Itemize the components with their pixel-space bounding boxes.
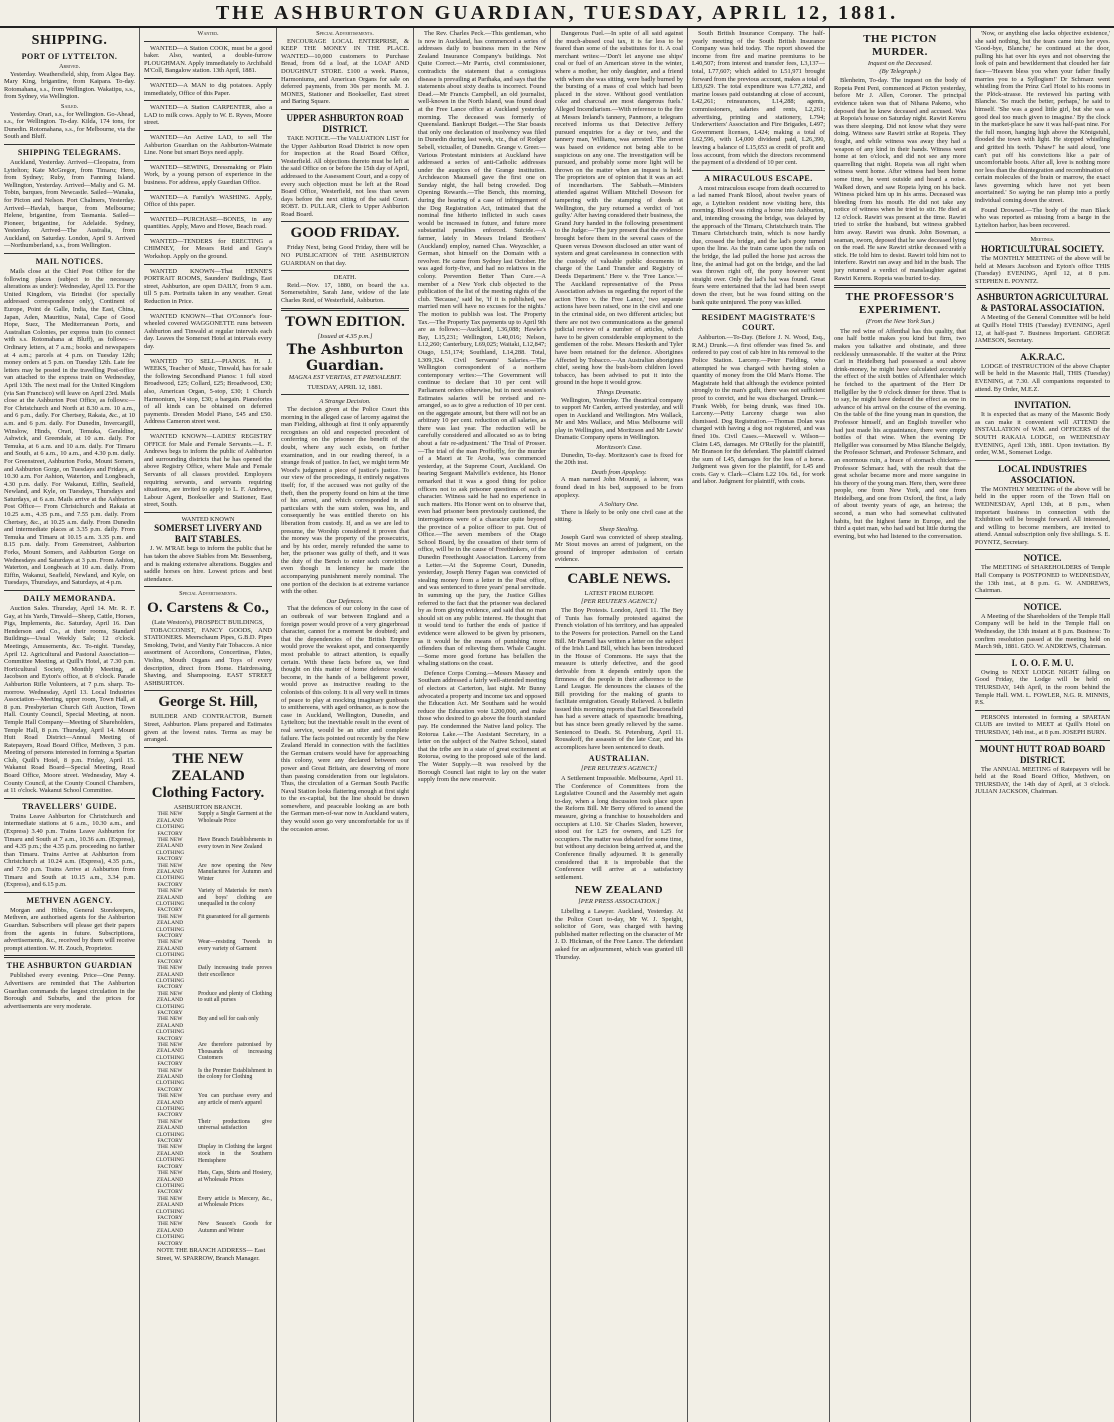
mail-heading: MAIL NOTICES. (35, 257, 104, 267)
clothing-row-label: THE NEW ZEALAND CLOTHING FACTORY (155, 811, 185, 837)
clothing-row (144, 1196, 272, 1222)
clothing-row (144, 1016, 272, 1042)
carstens-title: O. Carstens & Co., (147, 600, 269, 617)
telegrams-heading: SHIPPING TELEGRAMS. (17, 147, 122, 157)
industries-title: LOCAL INDUSTRIES ASSOCIATION. (998, 463, 1087, 485)
picton-heading: THE PICTON MURDER. (863, 33, 937, 58)
clothing-row-text: Wear—resisting Tweeds in every variety of Garment (198, 939, 272, 953)
industries-text: The MONTHLY MEETING of the above will be held in the upper room of the Town Hall on WEDNESDAY, April 13th, at 8 p.m., when important business in connection with the Exhibition will be brought forward. All interested, and willing to become members, are invited to attend. Annual subscription only five shillings. S. E. POYNTZ, Secretary. (975, 485, 1110, 546)
clothing-row-text: Display in Clothing the largest stock in the Southern Hemisphere (198, 1144, 272, 1164)
somerset-heading: WANTED KNOWN (181, 515, 235, 523)
memoranda-text: Auction Sales. Thursday, April 14. Mr. R. F. Gay, at his Yards, Tinwald—Sheep, Cattle, Horses, Pigs, Implements, &c. Saturday, April 16. Dan Henderson and Co., at their rooms, Standard Buildings—Usual Weekly Sale; 12 o'clock. Meetings, Amusements, &c. To-night. Tuesday, April 12. Agricultural and Pastoral Association—Committee Meeting, at Quill's Hotel, at 7.30 p.m. Horticultural Society, Monthly Meeting, at Jacobson and Eyton's office, at 8 o'clock. Parade Ashburton Rifle Volunteers, at 7 p.m. sharp. To-morrow. Wednesday, April 13. Local Industries Association—Meeting, upper room, Town Hall, at 8 p.m. Presbyterian Church Gift Auction, Town Hall. County Council, Special Meeting, at noon. Temple Hall Company—Meeting of Shareholders, Temple Hall, 8 p.m. Thursday, April 14. Mount Hutt Road District—Annual Meeting of Ratepayers, Road Board Office, Methven, 3 p.m. Meeting of persons interested in forming a Spartan Club, Quill's Hotel, 8 p.m. Friday, April 15. Wakanui Road Board—Special Meeting, Road Board Office, Moore street. Wednesday, May 4. County Council, at the County Council Chambers, at 11 o'clock. Wakanui School Committee. (4, 605, 135, 795)
iof-text: Owing to NEXT LODGE NIGHT falling on Good Friday, the Lodge will be held on THURSDAY, 14th April, in the room behind the Temple Hall. WM. L. FOWLER, N.G. R. MINNIS, P.S. (975, 668, 1110, 707)
wanted-ad: WANTED TO SELL—PIANOS. H. J. WEEKS, Teacher of Music, Tinwald, has for sale the following Secondhand Pianos: 1 full sized Broadwood, £25; Collard, £25; Broadwood, £30; also, American Organ, 5-stop, £30; 1 Church Harmonium, 14 stop, £30; a bargain. Pianofortes of all kinds can be obtained on deferred payments. Dresden Model Piano, £45 and £50. Address Cameron street west. (144, 357, 272, 426)
encourage-text: ENCOURAGE LOCAL ENTERPRISE, & KEEP THE MONEY IN THE PLACE. WANTED—10,000 customers to Purchase Bread, from 6d a loaf, at the LOAF AND DOUGHNUT STORE. £100 a week. Pianos, Harmoniums, and American Organs for sale on deferred payments, from 30s per month. M. J. MONES, Stationer and Bookseller, East street and Baring Square. (281, 37, 409, 106)
found-drowned: Found Drowned.—The body of the man Black who was reported as missing from a barge in the Lyttelton harbor, has been recovered. (975, 206, 1110, 229)
article1-heading: A Strange Decision. (319, 398, 371, 406)
clothing-row-text: Is the Premier Establishment in the colony for Clothing (198, 1067, 272, 1081)
clothing-row-text: Have Branch Establishments in every town in New Zealand (198, 836, 272, 850)
akrac-title: A.K.R.A.C. (1020, 351, 1065, 362)
paper-title: The Ashburton Guardian. (286, 342, 404, 375)
clothing-row-text: Their productions give universal satisfaction (198, 1118, 272, 1132)
cable-title: CABLE NEWS. (567, 570, 671, 587)
clothing-row-text: Variety of Materials for men's and boys' clothing are unequalled in the colony (198, 888, 272, 908)
moritz-heading: Moritzson's Case. (596, 444, 642, 452)
shipping-heading: SHIPPING. (31, 33, 108, 48)
clothing-row-label: THE NEW ZEALAND CLOTHING FACTORY (155, 965, 185, 991)
mail-text: Mails close at the Chief Post Office for the following places (subject to the necessary alterations as under): Wednesday, April 13. For the United Kingdom, via Brindisi (for specially addressed correspondence only), Continent of Europe, Point de Galle, India, the East, China, Japan, Aden, Mauritius, Natal, Cape of Good Hope, Suez, The Mediterranean Ports, and Australian Colonies, per express train (to connect with s.s. Rotomahana at Bluff), as follows:—Ordinary letters, at 7 a.m.; books and newspapers at 4 a.m.; parcels at 4 p.m. on Tuesday 12th; money orders at 5 p.m. on Tuesday 12th. Late fee letters may be posted in the travelling Post-office van attached to the express train on Wednesday, April 13th. The next mail for the United Kingdom (via San Francisco) will leave on April 23rd. Mails close at the Ashburton Post Office, as follows:— For Christchurch and North at 8.30 a.m. 10 a.m., and 6 p.m., daily. For Chertsey, Rakaia, &c., at 10 a.m. and 6 p.m. daily. For Dunedin, Invercargill, Winslow, Hinds, Orari, Temuka, Geraldine, Ashwick, and Greendale, at 10 a.m. daily. For Temuka, at 6 a.m. and 10 a.m. daily. For Timaru and South, at 6 a.m., 10 a.m., and 4.30 p.m. daily. For Greenstreet, Ashburton Forks, Mount Somers, and Ashburton Gorge, on Tuesdays and Fridays, at 10.30 a.m. For Ashton, Waterton, and Longbeach, 4.30 p.m. daily. For Wakanui, Eiffin, Seafield, Newland, and Kyle, on Tuesdays, Thursdays and Saturdays, at 6 a.m. Mails arrive at the Ashburton Post Office— From Christchurch and Rakaia at 10.25 a.m., 4.35 p.m., and 7.55 p.m. daily. From Chertsey, &c., at 10.25 a.m. daily. From Dunedin and intermediate places at 3.35 p.m. daily. From Temuka and Timaru at 10.15 a.m. 3.35 p.m. and 8.15 p.m. daily. From Greenstreet, Ashburton Forks, Mount Somers, and Ashburton Gorge on Wednesdays and Saturdays at 3 p.m. From Ashton, Waterton, and Longbeach at 10 a.m. daily. From Eiffin, Wakanui, Seafield, Newland, and Kyle, on Tuesdays, Thursdays, and Saturdays, at 4 p.m. (4, 268, 135, 587)
things-heading: Things Dramatic. (596, 388, 642, 396)
death-text: Reid.—Nov. 17, 1880, on board the s.s. Somersetshire, Sarah Jane, widow of the late Charles Reid, of Westerfield, Ashburton. (281, 281, 409, 305)
invitation-title: INVITATION. (1014, 400, 1071, 411)
sheep-text: Joseph Gard was convicted of sheep stealing. Mr Stout moves an arrest of judgment, on the ground of improper admission of certain evidence. (555, 533, 683, 564)
clothing-branch: ASHBURTON BRANCH. (173, 803, 243, 811)
clothing-row-label: THE NEW ZEALAND CLOTHING FACTORY (155, 913, 185, 940)
road-title: UPPER ASHBURTON ROAD DISTRICT. (286, 112, 404, 134)
clothing-row-label: THE NEW ZEALAND CLOTHING FACTORY (155, 1195, 185, 1221)
wanted-heading: Wanted. (197, 30, 219, 37)
clothing-row-label: THE NEW ZEALAND CLOTHING FACTORY (155, 1221, 185, 1247)
town-sub: [Issued at 4.35 p.m.] (317, 332, 373, 340)
news-paragraphs-2: Defence Corps Coming.—Messrs Massey and Southam addressed a fairly well-attended meeting of electors at Carterton, last night. Mr Bunny advocated a property and income tax and opposed the Education Act. Mr Southam said he would reduce the Education vote L200,000, and make those who desired to go above the fourth standard pay. He condemned the Native land policy. The Rotorua Lake.—The Assistant Secretary, in a letter on the subject of the Native School, stated that the tribe are in a state of great excitement at Rotorua, owing to the proposed sale of the land. The Water Supply.—It was resolved by the Borough Council last night to lay on the water supply from the new reservoir. (418, 669, 546, 784)
guardian-text: Published every evening. Price—One Penny. Advertisers are reminded that The Ashburton Guardian commands the largest circulation in the Borough and Suburbs, and the prices for advertisements are very moderate. (4, 972, 135, 1010)
guardian-heading: THE ASHBURTON GUARDIAN (6, 961, 133, 971)
solitary-text: There is likely to be only one civil case at the sitting. (555, 508, 683, 524)
carstens-text: TOBACCONIST, FANCY GOODS, AND STATIONERS. Meerschaum Pipes, G.B.D. Pipes Smoking, Twist, and Vanity Fair Tobaccos. A nice assortment of Accordions, Concertinas, Flutes, Violins, Mouth Organs and Toys of every description, direct from Home. Hairdressing, Shaving, and Shampooing. EAST STREET ASHBURTON. (144, 626, 272, 687)
australian-text: A Settlement Impossible. Melbourne, April 11. The Conference of Committees from the Legislative Council and the Assembly met again to-day, when a long discussion took place upon the Reform Bill. Mr Berry offered to amend the measure, giving a franchise to householders and occupiers at L10. Sir Charles Sladen, however, stood out for L25 for owners, and L25 for occupiers. The matter was debated for some time, but without any decision being arrived at, and the Conference finally adjourned. It is generally considered that it is improbable that the Conference will arrive at a satisfactory settlement. (555, 775, 683, 881)
road-text: TAKE NOTICE.—The VALUATION LIST for the Upper Ashburton Road District is now open for inspection at the Road Board Office, Westerfield. All objections thereto must be left at the said Office on or before the 15th day of April, addressed to the Assessment Court, and a copy of every such objection must be left at the Road Board Office, Westerfield, not less than seven days before the next sitting of the said Court. ROBT. D. PULLAR, Clerk to Upper Ashburton Road Board. (281, 134, 409, 218)
cable-text: The Boy Protests. London, April 11. The Bey of Tunis has formally protested against the French violation of his territory, and has appealed to the Powers for protection. Parnell on the Land Bill. Mr Parnell has written a letter on the subject of the Irish Land Bill, which has been introduced in the House of Commons. He says that the measure is utterly defective, and the good derivable from it depends entirely upon the firmness of the people in their adherence to the Land League. He denounces the clauses of the Bill providing for the making of grants to facilitate emigration. Greatly Relieved. A bulletin issued this morning reports that Earl Beaconsfield has had a severe attack of spasmodic breathing, but has since been greatly relieved by the same. Sentenced to Death. St. Petersburg, April 11. Rousakoff, the assassin of the late Czar, and his accomplices have been sentenced to death. (555, 607, 683, 751)
news-paragraphs-5: Dangerous Fuel.—In spite of all said against the much-abused coal tax, it is far less to be feared than some of the substitutes for it. A coal merchant writes:—'Don't let anyone use ships' coal or fuel of an American stove in the winter, where a mother, her only daughter, and a friend with whom she was sitting, were badly burned by the bursting of a mass of coal which had been placed in the stove. Without good ventilation coke and charcoal are most dangerous fuels.' Alleged Incendiarism.—With reference to the fire at Messrs Ireland's tannery, Panmore, a telegram received informs us that Detective Jeffery pursued enquiries for a day or two, and the tannery man, Williams, was arrested. The arrest was based on evidence not being able to be suspicious on any one. The investigation will be pursued, and probably some more light will be thrown on the matter when an inquest is held. The proprietors are of opinion that it was an act of incendiarism. The Sabbath.—Ministers attended against William Mitchell Dowson for tampering with the stamping of deeds at Wellington, the jury returned a verdict of 'not guilty.' After having considered their business, the Grand Jury handed in the following presentment to the Judge:—'The jury present that the evidence brought before them in the several cases of the Queen versus Dowson disclosed an utter want of system and great carelessness in connection with the custody of valuable public documents in charge of the Land Transfer and Registry of Deeds Department.' Here v. the 'Free Lance.'—The Auckland representative of the Press Association advises us regarding the report of the action 'Hero v. the Free Lance,' two separate actions have been raised, one in the civil and one in the criminal side, on two different articles; but there are not two communications as the general judicial review of a number of articles, which have to be given considerable employment to the gentlemen of the robe. Messrs Hesketh and Tyler have been retained for the defence. Aborigines Affected by Tobacco.—An Australian aborigines chief, seeing how the bush-born children loved tobacco, has been advised to put it into the ground in the hope it would grow. (555, 30, 683, 387)
akrac-text: LODGE of INSTRUCTION of the above Chapter will be held in the Masonic Hall, THIS (Tuesday) EVENING, at 7.30. All companions requested to attend. By Order, M.E.Z. (975, 362, 1110, 393)
clothing-row (144, 1144, 272, 1170)
solitary-heading: A Solitary One. (599, 501, 639, 509)
clothing-row (144, 965, 272, 991)
inquest-sub: (By Telegraph.) (879, 67, 921, 75)
inquest-text: Blenheim, To-day. The inquest on the body of Ropeia Peni Peni, commenced at Picton yesterday, before Mr J. Allen, Coroner. The principal evidence taken was that of Nihana Pakeno, who deposed that he knew deceased and accused. Was at Ropoia's house on Saturday night. Rawiri Kereru was there sleeping. Did not know what they were doing. Witness saw Rawiri strike at Ropeia. They fought, and while witness was away they had a weapon of any kind in their hands. Witness went home at ten o'clock, and did not see any more quarrelling that night. Ropeia was all right when witness went home. After witness had been home some time, he went outside and heard a noise. Walked down, and saw Ropeia lying on his back. Witness picked him up in his arms. Deceased was bleeding from his mouth. He did not take any notice of witness when he tried to stir. He died at 12 o'clock. Rawiri was present at the time. Rawiri tried to strike the husband, but witness grabbed him away. Rawiri was drunk. John Bowman, a seaman, sworn, deposed that he saw deceased lying on the road. He saw Rawiri strike deceased with a stick. He told him to desist. Rawiri told him not to interfere. Rawiri ran away and hid in the bush. The jury returned a verdict of manslaughter against Rawiri Kereru. Ropeia was buried to-day. (834, 77, 966, 282)
clothing-row-label: THE NEW ZEALAND CLOTHING FACTORY (155, 1118, 185, 1145)
miraculous-heading: A MIRACULOUS ESCAPE. (704, 173, 813, 183)
clothing-row-label: THE NEW ZEALAND CLOTHING FACTORY (155, 1170, 185, 1196)
clothing-row-label: THE NEW ZEALAND CLOTHING FACTORY (155, 1016, 185, 1042)
clothing-row-label: THE NEW ZEALAND CLOTHING FACTORY (155, 888, 185, 914)
wanted-ad: WANTED—A Station COOK, must be a good baker. Also, wanted, a double-furrow PLOUGHMAN. Apply immediately to Archibald M'Coll, Bangalow station. 13th April, 1881. (144, 44, 272, 75)
friday-title: GOOD FRIDAY. (290, 225, 400, 242)
horticultural-text: The MONTHLY MEETING of the above will be held at Messrs Jacobson and Eyton's office THIS (Tuesday) EVENING, April 12, at 8 p.m. STEPHEN E. POYNTZ. (975, 255, 1110, 285)
clothing-row-text: You can purchase every and any article of men's apparel (198, 1093, 272, 1106)
spartan-text: PERSONS interested in forming a SPARTAN CLUB are invited to MEET at Quill's Hotel on THURSDAY, 14th inst., at 8 p.m. JOSEPH BURN. (975, 713, 1110, 736)
professor-text: The red wine of Affenthal has this quality, that one half bottle makes you kind but firm, two makes you talkative and obstinate, and three recklessly unreasonable. If the waiter at the Prinz Carl in Heidelberg had possessed a soul above drink-money, he might have calculated accurately the effect of the sixth bottles of Affenthaler which he fetched to the apartment of the Herr Dr Hellgiller by the 9 o'clock dinner for three. That is to say, he might have deduced the effect as one in advance of his arrival on the course of the evening. On the table of the fine young man in question, the Professor himself, and an English traveller who had just made his acquaintance, there were empty bottles of that wine. When the evening Dr Hellgiller was consumed by Miss Blanche Belgidy, the Professor Schmart, and Professor Schmarz, and an enormous ruin, a brace of stomach chickens—Professor Schmarz had, with the result that the great scholar became more and more sanguine in his theory of the young man. Here, then, were three people, one from New York, and one from Heidelberg, and one from Oxford, the first, a lady of about twenty years of age, an heiress; the second, a man who had somewhat cultivated habits, but the highest fame in Europe, and the third a quiet man, who had said but little during the evening, but who had listened to the conversation. (834, 327, 966, 540)
wanted-ad: WANTED—A Station CARPENTER, also a LAD to milk cows. Apply to W. E. Ryves, Moore street. (144, 104, 272, 127)
hutt-title: MOUNT HUTT ROAD BOARD DISTRICT. (979, 743, 1106, 765)
inquest-heading: Inquest on the Deceased. (867, 60, 933, 67)
horticultural-title: HORTICULTURAL SOCIETY. (980, 244, 1105, 255)
column-3 (277, 28, 414, 1422)
wanted-ad: WANTED—A MAN to dig potatoes. Apply immediately, Office of this Paper. (144, 81, 272, 97)
clothing-row-label: THE NEW ZEALAND CLOTHING FACTORY (155, 1067, 185, 1093)
sailed-text: Yesterday. Orari, s.s., for Wellington. Go-Ahead, s.s., for Wellington. To-day. Kilda, 174 tons, for Dunedin. Rotomahana, s.s., for Melbourne, via the South and Bluff. (4, 110, 135, 141)
clothing-row (144, 1221, 272, 1247)
methven-text: Morgan and Hibbs, General Storekeepers, Methven, are authorised agents for the Ashburton Guardian. Subscribers will please get their papers from the agents in future. Subscriptions, advertisements, &c., received by them will receive prompt attention. W. H. Zouch, Proprietor. (4, 906, 135, 952)
agricultural-text: A Meeting of the General Committee will be held at Quill's Hotel THIS (Tuesday) EVENING, April 12, at half-past 7. Business Important. GEORGE JAMESON, Secretary. (975, 314, 1110, 345)
article2-heading: Our Defences. (326, 597, 364, 605)
clothing-row (144, 1093, 272, 1119)
professor-heading: THE PROFESSOR'S EXPERIMENT. (845, 291, 955, 317)
apoplexy-heading: Death from Apoplexy. (591, 468, 647, 476)
notice1-title: NOTICE. (1023, 553, 1062, 564)
column-8 (971, 28, 1114, 1422)
nz-heading: NEW ZEALAND (574, 884, 664, 897)
telegrams-text: Auckland, Yesterday. Arrived—Cleopatra, from Lyttelton; Kate McGregor, from Timaru; Hero, from Sydney; Ruby, from Fanning Island. Wellington, Yesterday. Arrived—Maliy and G. M. Tobin, barques, from Newcastle. Sailed—Wanaka, for Picton and Nelson. Port Chalmers, Yesterday. Arrived—Havlah, barque, from Melbourne; Helene, brigantine, from Tasmania. Sailed—Pioneer, brigantine, for Adelaide. Sydney, Yesterday. Arrived—The Australia, from Auckland, on Saturday. London, April 9. Arrived—Northumberland, s.s., from Wellington. (4, 158, 135, 250)
arrived-heading: Arrived. (58, 63, 81, 70)
clothing-row-text: Fit guaranteed for all garments (198, 913, 270, 920)
special-heading: Special Advertisements. (179, 590, 237, 598)
clothing-row-text: Are now opening the New Manufactures for Autumn and Winter (198, 862, 272, 882)
clothing-row (144, 914, 272, 940)
sheep-heading: Sheep Stealing. (599, 526, 639, 533)
clothing-row (144, 1068, 272, 1094)
travellers-heading: TRAVELLERS' GUIDE. (22, 801, 117, 811)
clothing-row-text: Hats, Caps, Shirts and Hosiery, at Wholesale Prices (198, 1170, 272, 1183)
paper-motto: MAGNA EST VERITAS, ET PREVALEBIT. (288, 374, 402, 382)
wanted-ad: WANTED KNOWN—That HENNE'S PORTRAIT ROOMS, Saunders' Buildings, East street, Ashburton, are open DAILY, from 9 a.m. till 5 p.m. Portraits taken in any weather. Great Reduction in Price. (144, 267, 272, 306)
wanted-ad: WANTED KNOWN—That O'Connor's four-wheeled covered WAGGONETTE runs between Ashburton and Tinwald at regular intervals each day. Leaves the Somerset Hotel at intervals every day. (144, 312, 272, 350)
clothing-row-text: Produce and plenty of Clothing to suit all purses (198, 990, 272, 1004)
column-2 (140, 28, 277, 1422)
arrived-text: Yesterday. Weathersfield, ship, from Algoa Bay. Mary King, brigantine, from Kaipara. To-day. Rotomahana, s.s., from Wellington. Wakatipu, s.s., from Sydney, via Wellington. (4, 70, 135, 101)
professor-sub: (From the New York Sun.) (865, 318, 935, 326)
clothing-row (144, 1119, 272, 1145)
moritz-text: Dunedin, To-day. Moritzson's case is fixed for the 20th inst. (555, 451, 683, 467)
australian-heading: AUSTRALIAN. (588, 754, 650, 764)
clothing-row-text: Every article is Mercery, &c., at Wholesale Prices (198, 1195, 272, 1209)
column-5 (551, 28, 688, 1422)
article1-text: The decision given at the Police Court this morning in the alleged case of larceny against the man Fielding, although at first it only apparently recognises an old and respected precedent of conferring on the prisoner the benefit of the doubt, where any such exists, on further examination, and in our reading thereof, is a strange freak of justice. In fact, we might term Mr Wood's judgment a piece of justice's justice. To our view of the proceedings, it entirely negatives itself; for, if the accused was not guilty of the theft, then the property found on him at the time of his arrest, and which corresponded in all particulars with the sum stolen, was his, and consequently he was entitled thereto on his liberation from custody. If, and as we are led to presume, the Worship considered it proven that the money was the property of the prosecutrix, and by his order, merely refunded the same to her, the prisoner was guilty of theft, and it was the duty of the Bench to enter such conviction even though in leniency he made the accompanying punishment merely nominal. The one portion of the decision is at extreme variance with the other. (281, 406, 409, 596)
clothing-footer: NOTE THE BRANCH ADDRESS— East Street, W. SPARROW, Branch Manager. (156, 1246, 266, 1262)
somerset-text: J. W. M'RAE begs to inform the public that he has taken the above Stables from Mr. Bessenberg, and is making extensive alterations. Buggies and saddle horses on hire. Lowest prices and best attendance. (144, 545, 272, 583)
death-heading: DEATH. (333, 274, 357, 282)
masthead: THE ASHBURTON GUARDIAN, TUESDAY, APRIL 12, 1881. (0, 0, 1114, 28)
clothing-row (144, 1042, 272, 1068)
agricultural-title: ASHBURTON AGRICULTURAL & PASTORAL ASSOCIATION. (976, 292, 1109, 314)
clothing-row (144, 811, 272, 837)
column-1 (0, 28, 140, 1422)
clothing-row (144, 991, 272, 1017)
sailed-heading: Sailed. (60, 102, 79, 110)
newspaper-columns (0, 28, 1114, 1422)
clothing-list (144, 811, 272, 1247)
wanted-ad: WANTED—SEWING, Dressmaking or Plain Work, by a young person of experience in the business. For address, apply Guardian Office. (144, 163, 272, 186)
miraculous-text: A most miraculous escape from death occurred to a lad named Frank Blood, about twelve years of age, a Lyttelton resident now visiting here, this morning. Blood was riding a horse into Ashburton, and, intending crossing the bridge, was delayed by the approach of the Timaru, Christchurch train. The Timaru Christchurch train, which is now hardly due, crossed the bridge, and the lad's pony turned upon the line. As the train came upon the rails on the bridge, the lad pulled the horse just across the line, the animal had got on the bridge, and the lad was thrown right off, the pony however went straight over. Only the lad's hat was found. Great fears were entertained that the lad had been swept down the river, but he was found sitting on the bank quite uninjured. The pony was killed. (692, 184, 825, 306)
clothing-row-label: THE NEW ZEALAND CLOTHING FACTORY (155, 1041, 185, 1068)
hutt-text: The ANNUAL MEETING of Ratepayers will be held at the Road Board Office, Methven, on THURSDAY, the 14th day of April, at 3 o'clock. JULIAN JACKSON, Chairman. (975, 765, 1110, 796)
somerset-title: SOMERSET LIVERY AND BAIT STABLES. (154, 523, 262, 545)
nz-text: Libelling a Lawyer. Auckland, Yesterday. At the Police Court to-day, Mr W. J. Speight, solicitor of Gore, was charged with having published matter reflecting on the character of Mr J. D. Hickman, of the Free Lance. The defendant asked for an adjournment, which was granted till Thursday. (555, 907, 683, 961)
story-text: 'Now, or anything else lacks objective existence,' she said nothing, but the tears came into her eyes. 'Good-bye, Blanche,' he continued at the door, pulling his hat over his eyes and not observing the look of pain and bewilderment that clouded her fair face—'Heaven bless you when your father finally marries you to a Syllogism!' Dr Schmarz went whistling from the Prinz Carl Hotel to his rooms in the Plöck-strasse. He reviewed his parting with Blanche. 'So much the better, perhaps,' he said to himself. 'She was a good little girl, but she was a good deal too much given to imagine.' By the clock in the market-place he saw it was half-past nine. For the full moon, hanging high above the Königstuhl, flooded the town with light. He stopped whistling and gritted his teeth. 'Pshaw!' he said aloud, 'one can't put off his convictions like a pair of uncomfortable boots. After all, love is nothing more nor less than the disintegration and recombination of certain molecules of the brain or marrow, the exact laws governing which have not yet been ascertained.' So saying he ran plump into a portly individual coming down the street. (975, 30, 1110, 205)
travellers-text: Trains Leave Ashburton for Christchurch and intermediate stations at 6 a.m., 10.30 a.m., and (Express) 3.40 p.m. Trains Leave Ashburton for Timaru and South at 7 a.m., 10.36 a.m. (Express), and 4.35 p.m.; the 4.35 p.m. proceeding no farther than Timaru. Trains Arrive at Ashburton from Christchurch at 10.24 a.m. (Express), 4.35 p.m., and 7.50 p.m. Trains Arrive at Ashburton from Timaru and South at 10.15 a.m., 3.34 p.m. (Express), and 6.15 p.m. (4, 812, 135, 889)
hill-text: BUILDER AND CONTRACTOR, Burnett Street, Ashburton. Plans prepared and Estimates given at the lowest rates. Terms as may be arranged. (144, 713, 272, 744)
methven-heading: METHVEN AGENCY. (26, 895, 113, 905)
clothing-row-text: Buy and sell for cash only (198, 1016, 259, 1023)
notice2-text: A Meeting of the Shareholders of the Temple Hall Company will be held in the Temple Hall on Wednesday, the 13th instant at 8 p.m. Business: To confirm resolution passed at the meeting held on March 9th, 1881. GEO. W. ANDREWS, Chairman. (975, 612, 1110, 651)
wanted-ad: WANTED KNOWN—LADIES' REGISTRY OFFICE for Male and Female Servants.—L. F. Andrews begs to inform the public of Ashburton and surrounding districts that he has opened the above Registry Office, where Male and Female Servants of all classes provided. Employers requiring servants, and servants requiring situations, are invited to apply to L. F. Andrews, Labour Agent, Bookseller and Stationer, East street, South. (144, 432, 272, 509)
clothing-row-label: THE NEW ZEALAND CLOTHING FACTORY (155, 862, 185, 888)
date-line: TUESDAY, APRIL 12, 1881. (307, 383, 383, 391)
memoranda-heading: DAILY MEMORANDA. (23, 594, 116, 603)
clothing-row-label: THE NEW ZEALAND CLOTHING FACTORY (155, 1144, 185, 1170)
clothing-row-label: THE NEW ZEALAND CLOTHING FACTORY (155, 1093, 185, 1119)
friday-text: Friday Next, being Good Friday, there will be NO PUBLICATION of THE ASHBURTON GUARDIAN on that day. (281, 244, 409, 267)
iof-title: I. O. O. F. M. U. (1011, 657, 1074, 668)
clothing-row-text: Supply a Single Garment at the Wholesale Price (198, 811, 272, 824)
column-7 (830, 28, 971, 1422)
insurance-text: South British Insurance Company. The half-yearly meeting of the South British Insurance Company was held today. The report showed the income from fire and marine premiums to be L40,507; from interest and transfer fees, L3,137—total, L77,607; which added to L51,971 brought forward from the previous account, makes a total of L83,629. The total expenditure was L77,282, and marine losses paid outstanding at close of account, L42,261; reinsurances, L14,288; agents, commissioners, salaries and rents, L2,261; advertising, printing and stationery, L794; Underwriters' Association and Fire Brigades, L497; Government licenses, L424; making a total of L62,596, with L4,000 dividend paid, L26,390, leaving a balance of L15,653 as credit of profit and loss account, from which the directors recommend the payment of a dividend of 10 per cent. (692, 30, 825, 167)
wanted-ad: WANTED—TENDERS for ERECTING a CHIMNEY, for Messrs Reid and Gray's Workshop. Apply on the ground. (144, 237, 272, 261)
clothing-row (144, 1170, 272, 1196)
notice1-text: The MEETING of SHAREHOLDERS of Temple Hall Company is POSTPONED to WEDNESDAY, the 13th inst., at 8 p.m. G. W. ANDREWS, Chairman. (975, 564, 1110, 595)
clothing-row (144, 837, 272, 863)
news-paragraphs: The Rev. Charles Peck.—This gentleman, who is now in Auckland, has commenced a series of addresses daily to business men in the New Zealand Insurance Company's buildings. Not Quite Correct.—Mr Parris, civil commissioner, contradicts the statement that a contagious disease is prevailing at Parihaka, and says that the statements about sixty deaths is incorrect. Found Dead.—Mr Francis Campbell, an old journalist, well-known in the North Island, was found dead at the Free Lance office at Auckland yesterday morning. The deceased was formerly of Queensland. Bankrupt Budget.—The Star boasts that only one declaration of insolvency was filed in Dunedin during last week, viz., that of Rodger Sebell, victualler, of Dunedin. Grange v. Greer.—Various Protestant ministers at Auckland have addressed a series of anti-Catholic addresses under the auspices of the Grange institution. Archdeacon Maunsell gave the first one on Sunday night, the hall being crowded. Dog Opening Rewards.—The Bench, this morning, during the hearing of a case of infringement of the Dog Registration Act, intimated that the nominal fine hitherto inflicted in such cases would be increased in future, and future more substantial penalties enforced. Suicide.—A farmer, lately in Messrs Ireland Brothers' (Auckland) employ, named Chas. Weyzschler, a German, shot himself on the Domain with a revolver. He came from Sydney last October. He was aged forty-five, and had no relatives in the colony. Prevention Better Than Cure.—A member of a New York club objected to the publication of the list of the meeting nights of the club. 'Because,' said he, 'if it is published, we married men will have no excuses for the nights.' The motion to publish was lost. The Property Tax.—The Property Tax payments up to April 9th are as follows:—Auckland, L36,088; Hawke's Bay, L15,231; Wellington, L40,016; Nelson, L12,260; Canterbury, L69,025; Waitaki, L12,847; Otago, L51,174; Southland, L14,288. Total, L309,324. Civil Servants' Salaries.—The Wellington correspondent of a northern contemporary writes:—'The Government will continue to declare that 10 per cent will Parliament orders otherwise, but in next session's Estimates salaries will be revised and re-arranged, so as to give a reduction of 10 per cent. on the aggregate amount, but there will not be an arbitrary 10 per cent. reduction on all salaries, as there was last year. The reduction will be carefully considered and allocated so as to bring about a fair re-adjustment.' The Trial of Prosser.—The trial of the man Proffoffly, for the murder of a Maori at Te Aroha, was commenced yesterday, at the Supreme Court, Auckland. On hearing Sergeant Malville's evidence, his Honor remarked that it was a good thing for police officers not to ask prisoner questions of such a character. Witness said he had no experience in such matters. His Honor went on to observe that, even had prisoner been previously cautioned, the interrogations were of a character quite beyond the province of a police officer to put. Out of Office.—The seven members of the Otago School Board, by the cessation of their term of office, will be in the cause of Freethinkers, of the Dunedin Freethought Association. Larceny from a Letter.—At the Supreme Court, Dunedin, yesterday, Joseph Henry Fagan was convicted of stealing money from a letter in the Post office, and was sentenced to three years' penal servitude. In summing up the jury, the Justice Gillies referred to the fact that the prisoner was declared by as from giving evidence, and said that no man should sit on any public interest. He thought that it would tend to further the ends of justice if evidence were allowed to be given by prisoners, as it would be the means of punishing more offenders than of relieving them. Whale Caught.—Some more good fortune has befallen the whaling stations on the coast. (418, 30, 546, 668)
apoplexy-text: A man named John Mounté, a laborer, was found dead in his bed, supposed to be from apoplexy. (555, 476, 683, 499)
wanted-ad: WANTED—An Active LAD, to sell The Ashburton Guardian on the Ashburton-Waimate Line. None but smart Boys need apply. (144, 133, 272, 157)
clothing-row (144, 863, 272, 889)
invitation-text: It is expected that as many of the Masonic Body as can make it convenient will ATTEND the INSTALLATION of W.M. and OFFICERS of the SOUTH RAKAIA LODGE, on WEDNESDAY EVENING, April 13th, 1881. Upon invitation. By order, W.M., Somerset Lodge. (975, 411, 1110, 457)
clothing-row (144, 888, 272, 914)
town-title: TOWN EDITION. (285, 313, 405, 330)
cable-agency: [PER REUTER'S AGENCY.] (581, 597, 657, 605)
clothing-row-text: New Season's Goods for Autumn and Winter (198, 1221, 272, 1234)
cable-sub: LATEST FROM EUROPE (584, 589, 654, 597)
magistrate-heading: RESIDENT MAGISTRATE'S COURT. (701, 313, 816, 333)
australian-agency: [PER REUTER'S AGENCY.] (581, 765, 657, 773)
clothing-row-label: THE NEW ZEALAND CLOTHING FACTORY (155, 990, 185, 1016)
port-heading: PORT OF LYTTELTON. (21, 52, 118, 61)
clothing-row-label: THE NEW ZEALAND CLOTHING FACTORY (155, 939, 185, 965)
clothing-row-label: THE NEW ZEALAND CLOTHING FACTORY (155, 836, 185, 863)
clothing-row (144, 939, 272, 965)
wanted-ad: WANTED—A Family's WASHING. Apply, Office of this paper. (144, 193, 272, 209)
column-6 (688, 28, 830, 1422)
magistrate-text: Ashburton.—To-Day. (Before J. N. Wood, Esq., R.M.) Drunk.—A first offender was fined 5s. and ordered to pay cost of cab hire in his removal to the Police Station. Larceny.—Peter Fielding, who attempted he was charged with having stolen a quantity of money from the Old Man's Home. The Magistrate held that although the evidence pointed strongly to the man's guilt, there was not sufficient proof to convict, and he was discharged. Drunk.—Frank Webb, for being drunk, was fined 10s. Larceny.—Petty Larceny charge was also dismissed. Dog Registration.—Thomas Dolan was charged with having a dog not registered, and was fined 10s. Civil Cases.—Maxwell v. Wilson—Claim L45, damages. Mr O'Reilly for the plaintiff, Mr Branson for the defendant. The plaintiff claimed the sum of L45, damages for the loss of a horse. Judgment was given for the plaintiff, for L45 and costs. Gay v. Clark—Claim L22 10s. 6d., for work and labor. Judgment for plaintiff, with costs. (692, 334, 825, 486)
clothing-row-text: Are therefore patronised by Thousands of increasing Customers (198, 1041, 272, 1062)
clothing-title: THE NEW ZEALAND Clothing Factory. (151, 750, 265, 801)
hill-title: George St. Hill, (158, 694, 258, 711)
things-text: Wellington, Yesterday. The theatrical company to support Mr Carden, arrived yesterday, and will open in Auckland and Wellington. Mrs Wallack, Mr and Mrs Wallace, and Miss Melbourne will play in Wellington, and Moritzson and Mr Lewis' Dramatic Company opens in Wellington. (555, 396, 683, 442)
wanted-ad: WANTED—PURCHASE—BONES, in any quantities. Apply, Mavo and Howe, Beach road. (144, 215, 272, 231)
carstens-sub: (Late Weston's), PROSPECT BUILDINGS, (151, 619, 265, 627)
nz-agency: [PER PRESS ASSOCIATION.] (578, 898, 660, 906)
article2-text: That the defences of our colony in the case of an outbreak of war between England and a foreign power would prove of a very gingerbread character, cannot for a moment be doubted; and that the dependencies of the British Empire would prove the weakest spot, and consequently most probable to attract attention, is equally certain. With these facts before us, we find thought on this matter of home defence would become, in the hands of a belligerent power, would prove as instructive reading to the colonists of this colony. It is all very well in times of peace to play at mocking imaginary gunboats to smithereens, with aged ordnance, as is now the case in Auckland, Wellington, Dunedin, and Lyttelton; but the inevitable result in the event of real service, would be an utter and complete failure. The facts pointed out recently by the New Zealand Herald in connection with the facilities the German cruisers would have for approaching this colony, were any declared between our power and Great Britain, are deserving of more than passing consideration from our legislators. Thus, the circulation of a German South Pacific Naval Station looks flattering enough at first sight to the ex-capital, but the line should be drawn somewhere, and peaceable looking as are both the German men-of-war now in Auckland waters, they would soon go very uncomfortable for us if the occasion arose. (281, 605, 409, 833)
column-4 (414, 28, 551, 1422)
meetings-heading: Meetings. (1030, 236, 1055, 244)
special-heading-2: Special Advertisements. (316, 30, 374, 37)
clothing-row-text: Daily increasing trade proves their excellence (198, 965, 272, 978)
notice2-title: NOTICE. (1023, 601, 1062, 612)
